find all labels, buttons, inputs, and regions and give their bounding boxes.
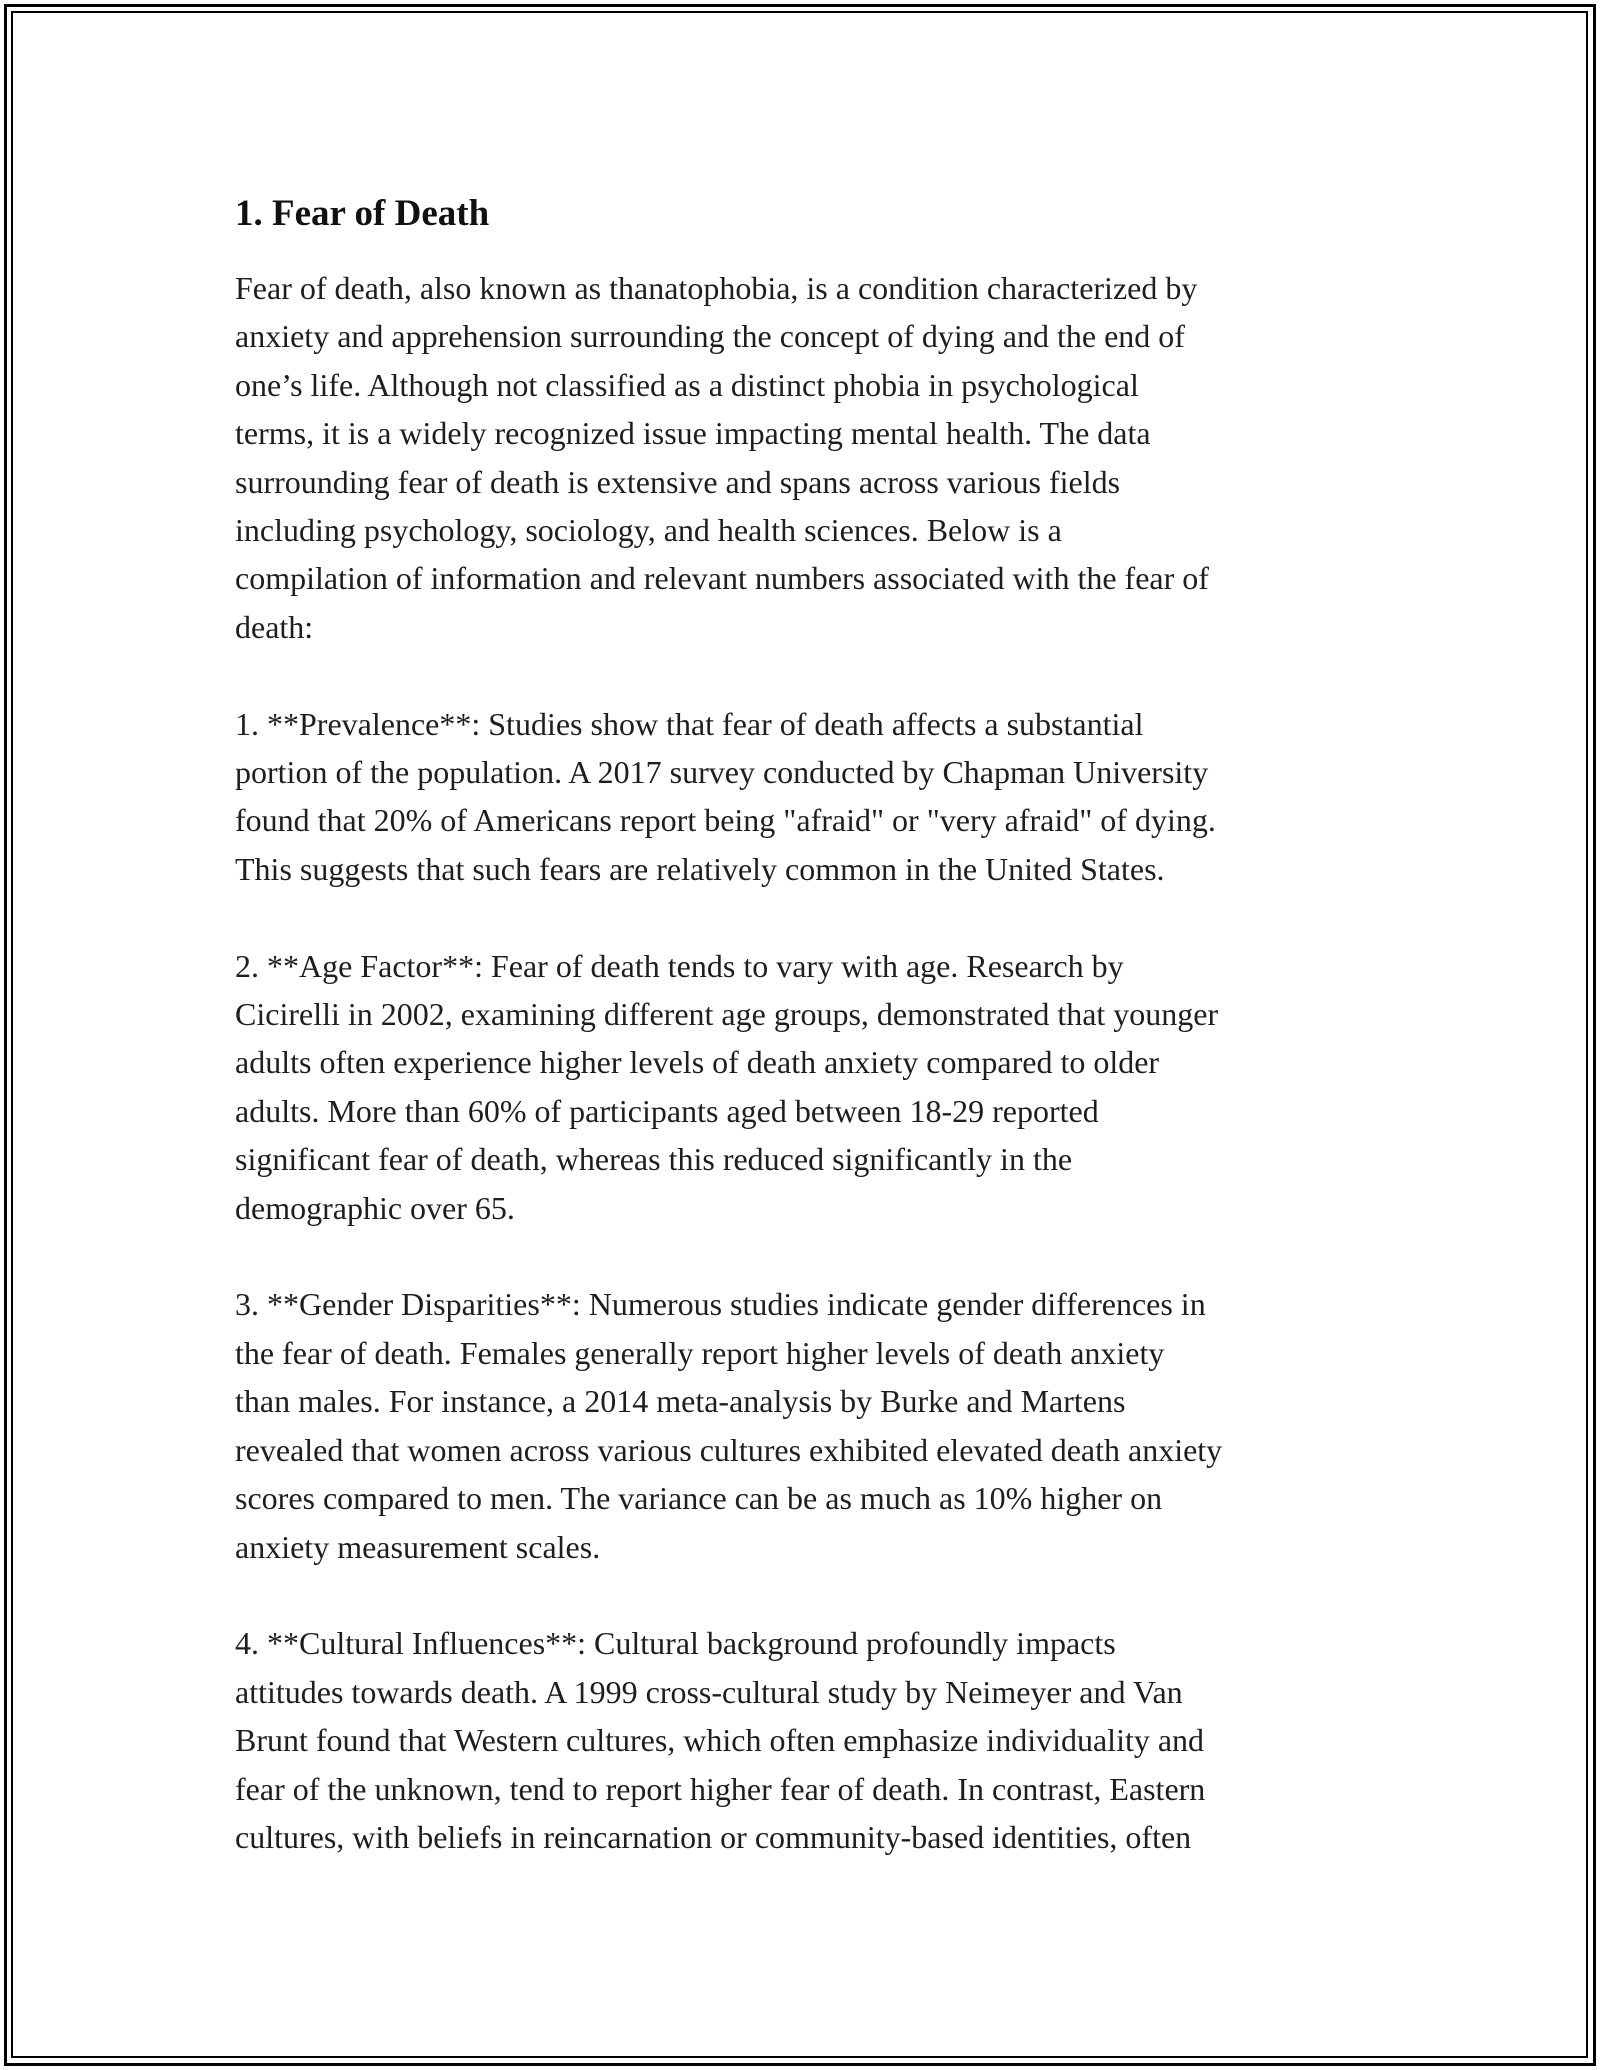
age-factor-paragraph: 2. **Age Factor**: Fear of death tends to vary with age. Research by Cicirelli in 2002, examining different age groups, demonstrated that younger adults often experience higher levels of death anxiety compared to older adults. More than 60% of participants aged between 18-29 reported significant fear of death, whereas this reduced significantly in the demographic over 65. xyxy=(235,947,1219,1226)
cultural-influences-paragraph: 4. **Cultural Influences**: Cultural background profoundly impacts attitudes towards death. A 1999 cross-cultural study by Neimeyer and Van Brunt found that Western cultures, which often emphasize individuality and fear of the unknown, tend to report higher fear of death. In contrast, Eastern cultures, with beliefs in reincarnation or community-based identities, often xyxy=(235,1625,1206,1855)
document-body xyxy=(235,186,1385,1910)
section-heading: 1. Fear of Death xyxy=(235,193,490,234)
gender-disparities-paragraph: 3. **Gender Disparities**: Numerous studies indicate gender differences in the fear of death. Females generally report higher levels of death anxiety than males. For instance, a 2014 meta-analysis by Burke and Martens revealed that women across various cultures exhibited elevated death anxiety scores compared to men. The variance can be as much as 10% higher on anxiety measurement scales. xyxy=(235,1286,1223,1565)
prevalence-paragraph: 1. **Prevalence**: Studies show that fear of death affects a substantial portion of the population. A 2017 survey conducted by Chapman University found that 20% of Americans report being "afraid" or "very afraid" of dying. This suggests that such fears are relatively common in the United States. xyxy=(235,705,1216,887)
intro-paragraph: Fear of death, also known as thanatophobia, is a condition characterized by anxiety and apprehension surrounding the concept of dying and the end of one’s life. Although not classified as a distinct phobia in psychological terms, it is a widely recognized issue impacting mental health. The data surrounding fear of death is extensive and spans across various fields including psychology, sociology, and health sciences. Below is a compilation of information and relevant numbers associated with the fear of death: xyxy=(235,270,1209,645)
